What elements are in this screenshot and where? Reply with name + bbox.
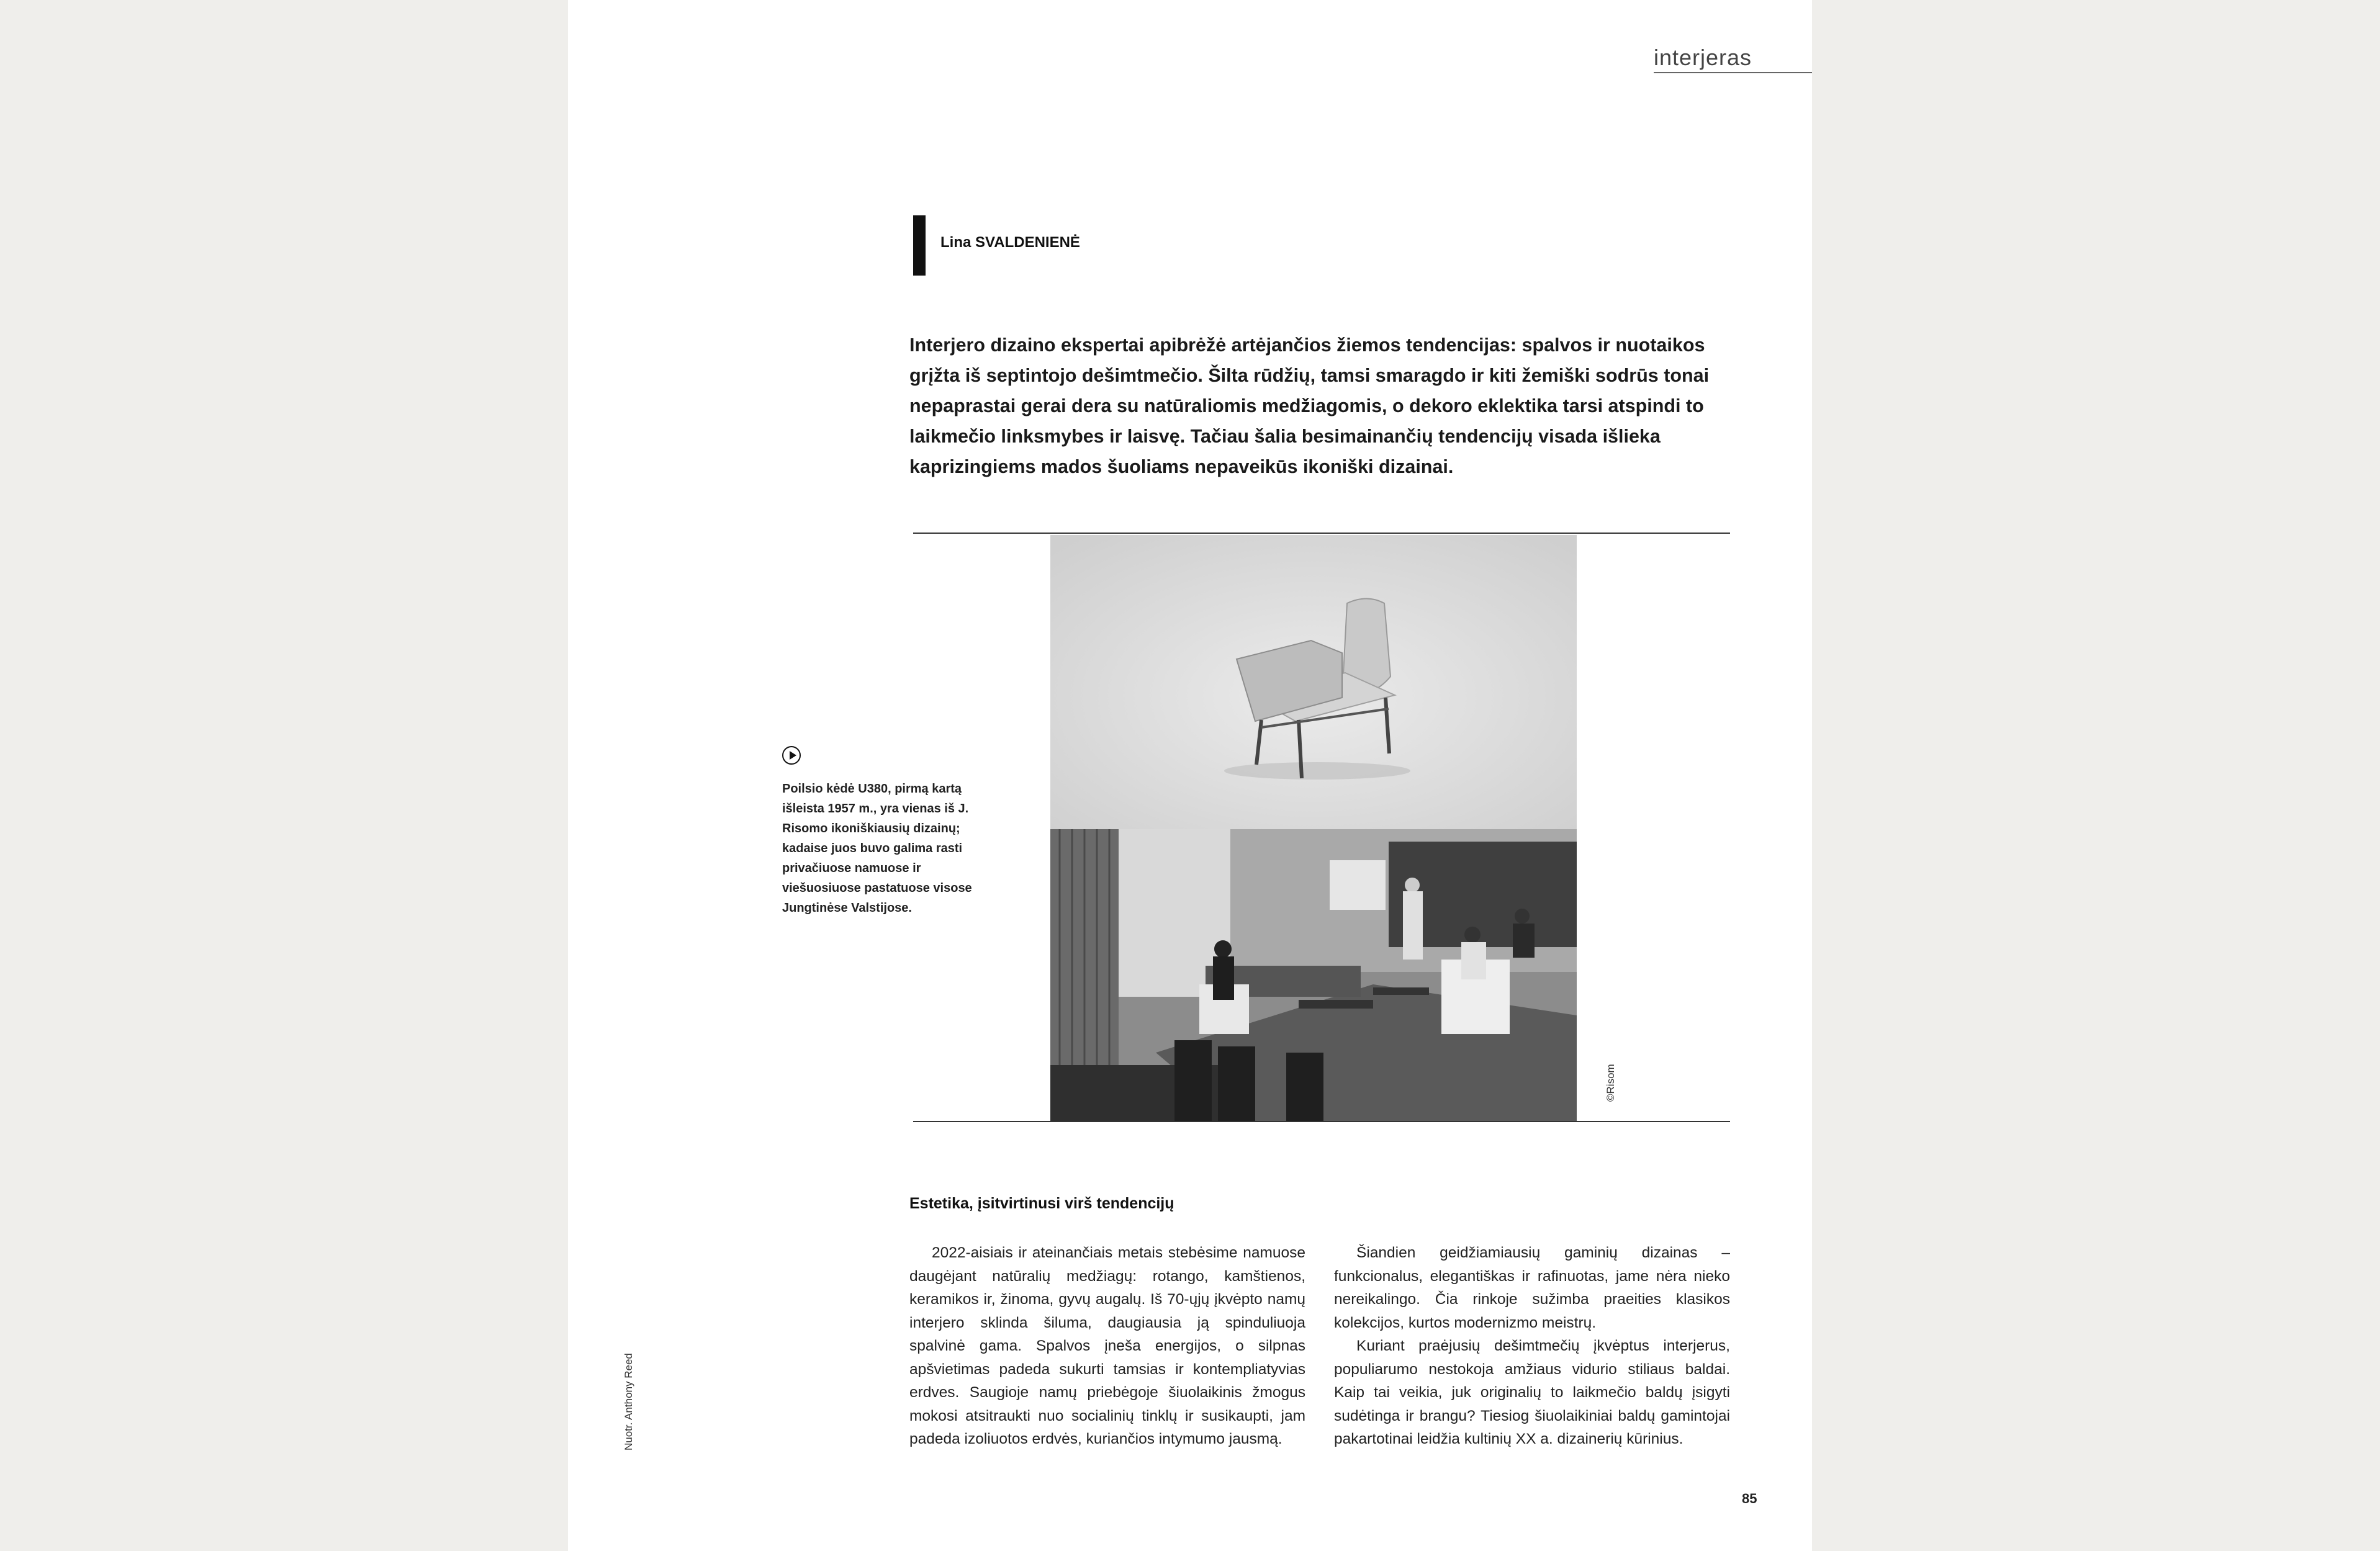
photo-credit: ©Risom (1605, 1064, 1616, 1102)
chair-photo (1050, 535, 1577, 829)
magazine-page (568, 0, 1812, 1551)
paragraph: 2022-aisiais ir ateinančiais metais stebėsime namuose daugėjant natūralių medžiagų: rotango, kamštienos, keramikos ir, žinoma, gyvų augalų. Iš 70-ųjų įkvėpto namų interjero sklinda šiluma, daugiausia ją spinduliuoja spalvinė gama. Spalvos įneša energijos, o silpnas apšvietimas padeda sukurti tamsias ir kontempliatyvias erdves. Saugioje namų priebėgoje šiuolaikinis žmogus mokosi atsitraukti nuo socialinių tinklų ir susikaupti, jam padeda izoliuotos erdvės, kuriančios intymumo jausmą. (909, 1244, 1305, 1447)
section-tag: interjeras (1654, 45, 1812, 73)
paragraph: Kuriant praėjusių dešimtmečių įkvėptus interjerus, populiarumo nestokoja amžiaus vidurio stiliaus baldai. Kaip tai veikia, juk originalių to laikmečio baldų įsigyti sudėtinga ir brangu? Tiesiog šiuolaikiniai baldų gamintojai pakartotinai leidžia kultinių XX a. dizainerių kūrinius. (1334, 1337, 1730, 1447)
text-column-left (909, 1241, 1305, 1451)
subheading: Estetika, įsitvirtinusi virš tendencijų (909, 1195, 1174, 1212)
text-column-right (1334, 1241, 1730, 1451)
paragraph: Šiandien geidžiamiausių gaminių dizainas – funkcionalus, elegantiškas ir rafinuotas, jame nėra nieko nereikalingo. Čia rinkoje sužimba praeities klasikos kolekcijos, kurtos modernizmo meistrų. (1334, 1244, 1730, 1331)
author-bar (913, 215, 926, 276)
bottom-rule (913, 1121, 1730, 1122)
office-photo (1050, 829, 1577, 1121)
image-caption: Poilsio kėdė U380, pirmą kartą išleista 1957 m., yra vienas iš J. Risomo ikoniškiausių dizainų; kadaise juos buvo galima rasti privačiuose namuose ir viešuosiuose pastatuose visose Jungtinėse Valstijose. (782, 782, 972, 915)
page-number: 85 (1742, 1491, 1757, 1506)
lead-paragraph: Interjero dizaino ekspertai apibrėžė artėjančios žiemos tendencijas: spalvos ir nuotaikos grįžta iš septintojo dešimtmečio. Šilta rūdžių, tamsi smaragdo ir kiti žemiški sodrūs tonai nepaprastai gerai dera su natūraliomis medžiagomis, o dekoro eklektika tarsi atspindi to laikmečio linksmybes ir laisvę. Tačiau šalia besimainančių tendencijų visada išlieka kaprizingiems mados šuoliams nepaveikūs ikoniški dizainai. (909, 335, 1710, 477)
author-name: Lina SVALDENIENĖ (940, 234, 1080, 251)
play-circle-icon (782, 746, 801, 765)
top-rule (913, 533, 1730, 534)
page-photo-credit: Nuotr. Anthony Reed (623, 1353, 634, 1450)
